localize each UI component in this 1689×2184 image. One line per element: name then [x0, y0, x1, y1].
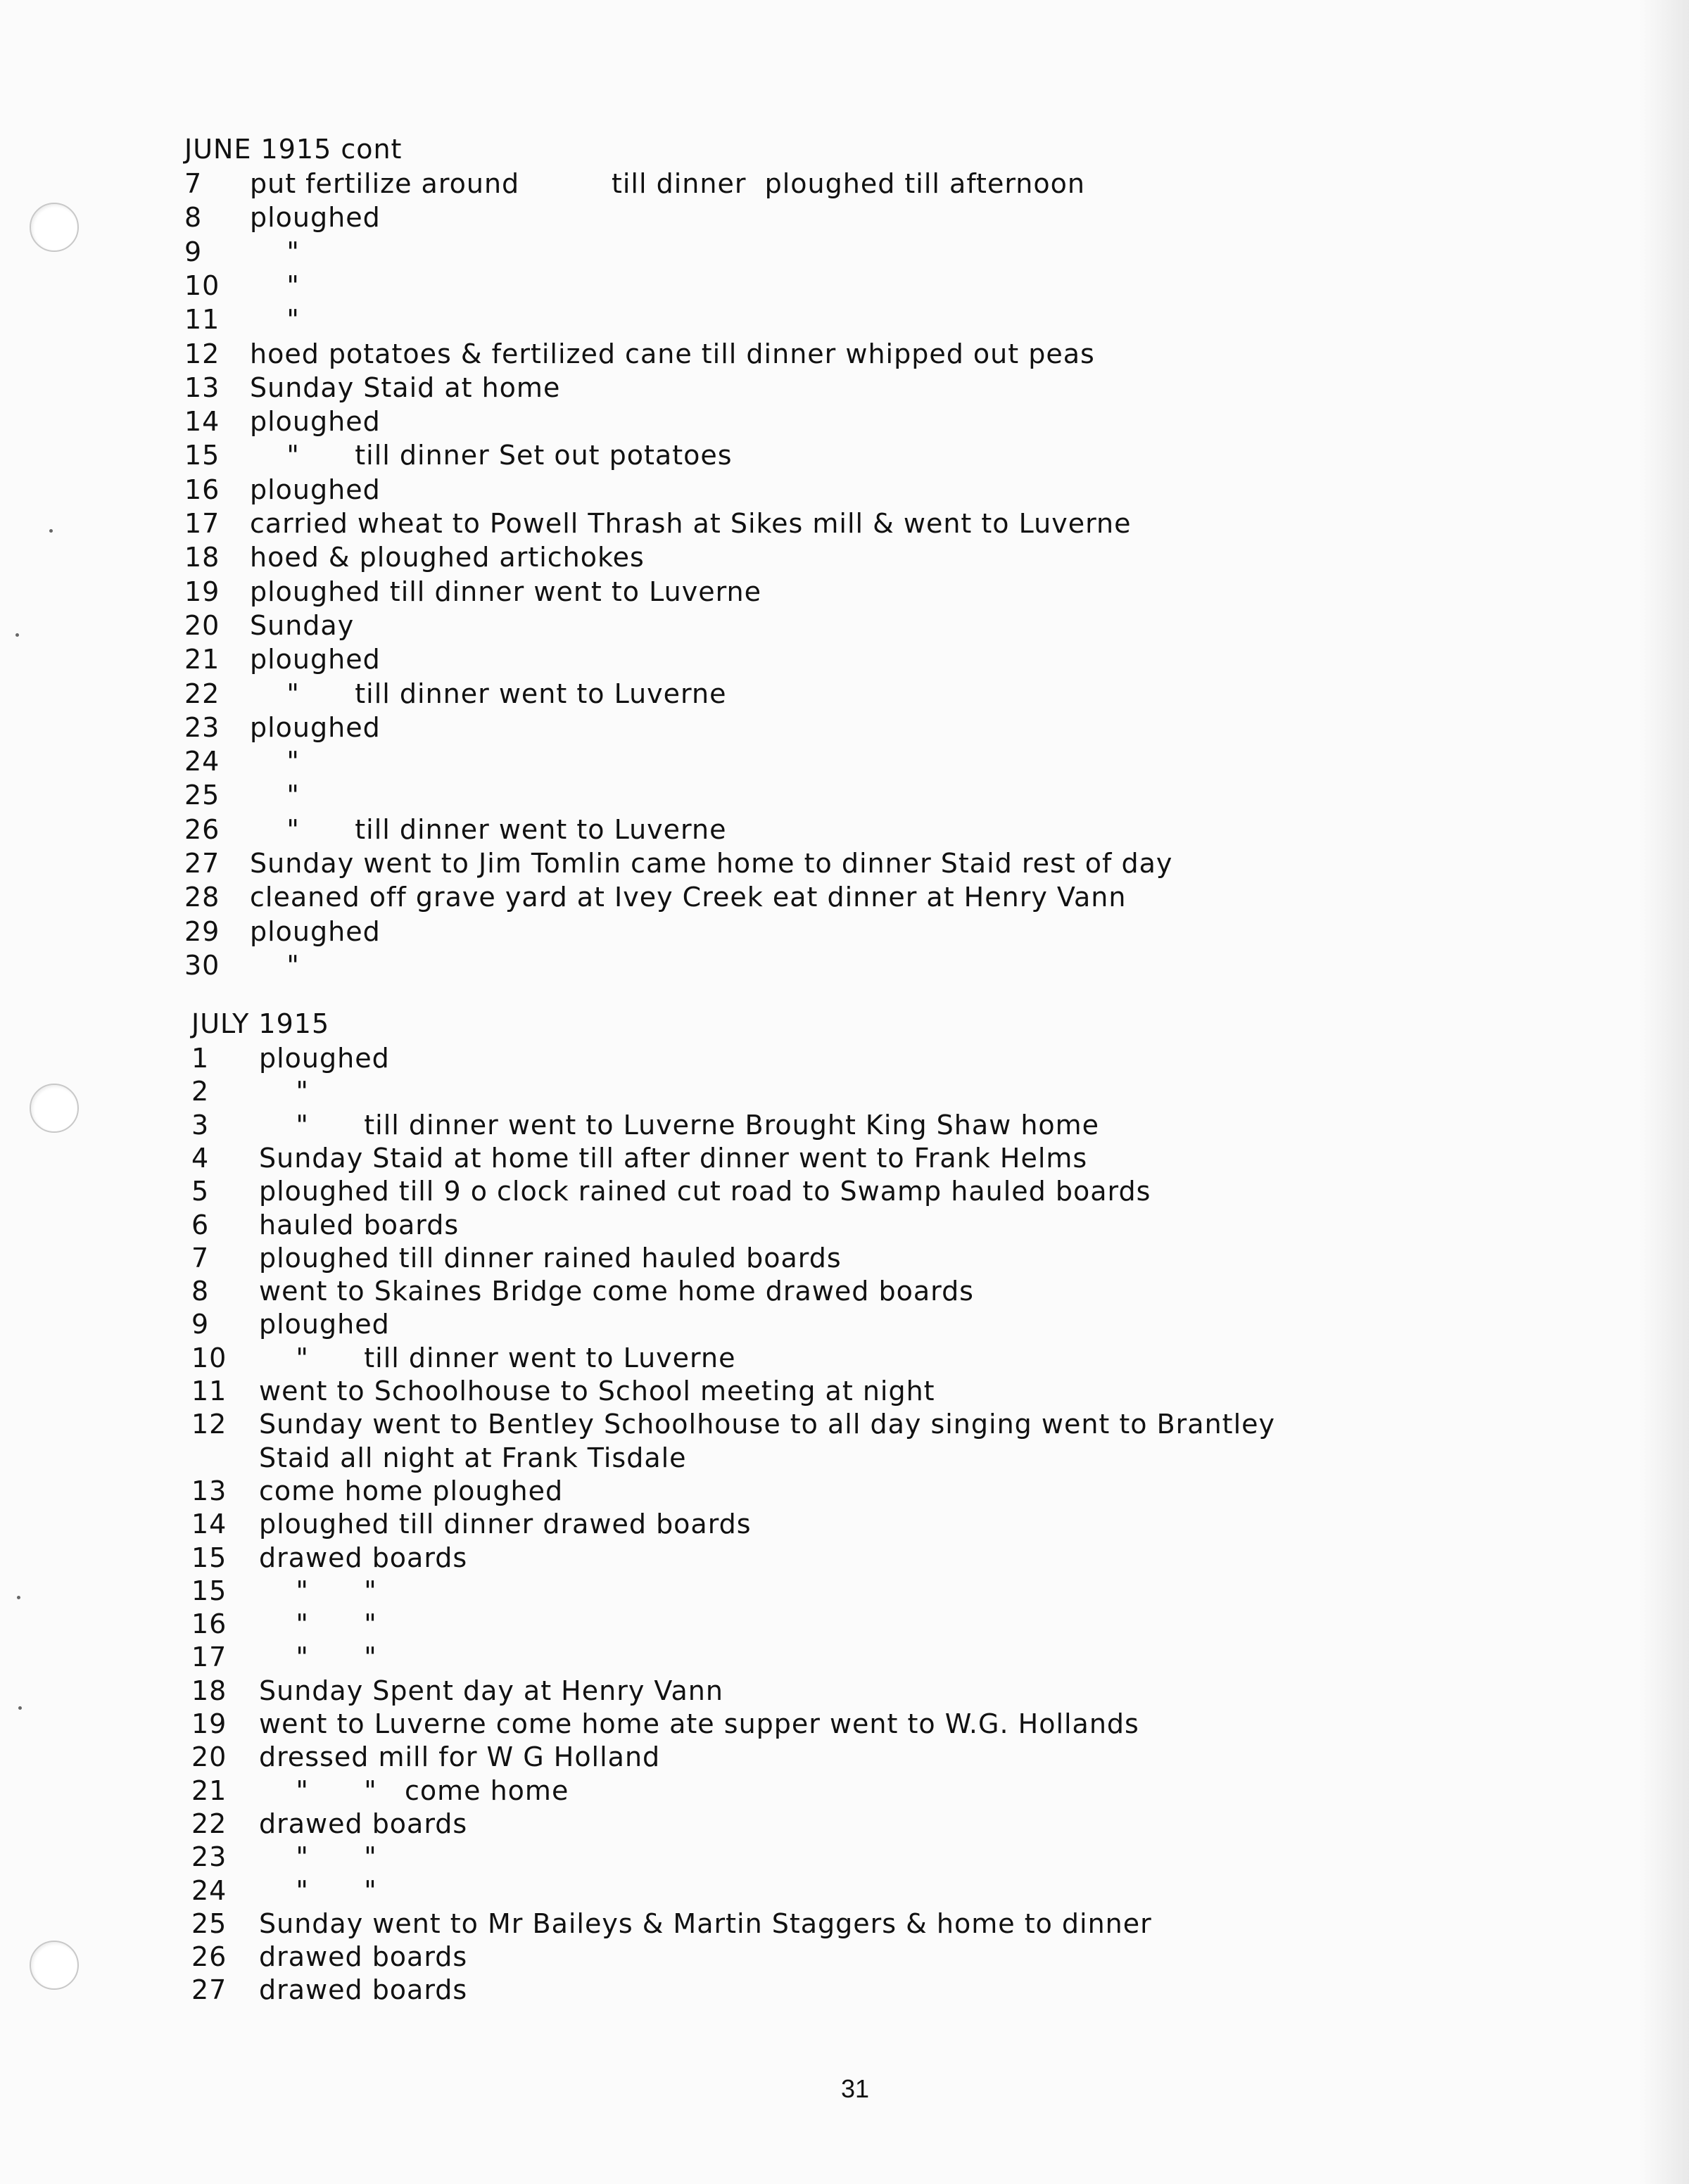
entry-day: 7: [184, 168, 203, 199]
entry-text: " till dinner went to Luverne: [250, 678, 727, 709]
entry-day: 23: [184, 711, 220, 743]
entry-text: ploughed: [259, 1309, 390, 1340]
entry-text: " ": [259, 1642, 377, 1673]
entry-text: ": [250, 236, 300, 267]
entry-text: went to Luverne come home ate supper went to W.G. Hollands: [259, 1708, 1139, 1739]
entry-day: 19: [184, 576, 220, 607]
entry-day: 15: [184, 440, 220, 471]
entry-day: 10: [191, 1342, 227, 1373]
entry-text: drawed boards: [259, 1941, 468, 1973]
entry-text: " till dinner went to Luverne Brought King Shaw home: [259, 1109, 1100, 1141]
entry-text: Sunday: [250, 609, 355, 641]
paper-speck: [15, 633, 19, 637]
entry-day: 29: [184, 915, 220, 947]
entry-day: 12: [184, 338, 220, 369]
entry-day: 9: [184, 236, 203, 267]
page-number: 31: [841, 2074, 870, 2103]
entry-text: " till dinner went to Luverne: [259, 1342, 736, 1373]
entry-day: 26: [191, 1941, 227, 1973]
entry-text: ploughed: [250, 202, 381, 234]
entry-day: 25: [184, 780, 220, 811]
entry-text: carried wheat to Powell Thrash at Sikes mill & went to Luverne: [250, 508, 1132, 539]
entry-day: 12: [191, 1409, 227, 1440]
entry-text: come home ploughed: [259, 1475, 564, 1506]
entry-day: 11: [184, 304, 220, 336]
entry-day: 2: [191, 1076, 210, 1107]
entry-day: 22: [191, 1808, 227, 1839]
entry-day: 13: [184, 372, 220, 403]
entry-text: Sunday Staid at home: [250, 372, 561, 403]
entry-text: ploughed: [250, 644, 381, 675]
entry-day: 7: [191, 1242, 210, 1274]
entry-day: 24: [191, 1874, 227, 1906]
entry-day: 17: [184, 508, 220, 539]
entry-day: 10: [184, 269, 220, 301]
entry-text: went to Skaines Bridge come home drawed boards: [259, 1276, 974, 1307]
entry-text: ploughed till dinner rained hauled boards: [259, 1242, 842, 1274]
entry-day: 21: [184, 644, 220, 675]
entry-day: 15: [191, 1575, 227, 1606]
entry-day: 18: [184, 542, 220, 573]
entry-text: dressed mill for W G Holland: [259, 1741, 661, 1773]
entry-text: " ": [259, 1874, 377, 1906]
entry-text: hauled boards: [259, 1209, 460, 1240]
entry-day: 23: [191, 1841, 227, 1873]
entry-text: Sunday Spent day at Henry Vann: [259, 1675, 723, 1706]
entry-text: ploughed till dinner went to Luverne: [250, 576, 761, 607]
entry-text: put fertilize around till dinner ploughed till afternoon: [250, 168, 1085, 199]
entry-text: " till dinner Set out potatoes: [250, 440, 733, 471]
entry-day: 20: [191, 1741, 227, 1773]
entry-day: 22: [184, 678, 220, 709]
entry-text: hoed potatoes & fertilized cane till dinner whipped out peas: [250, 338, 1095, 369]
june-heading: JUNE 1915 cont: [184, 134, 403, 165]
entry-text: ploughed: [259, 1043, 390, 1074]
entry-text: Sunday Staid at home till after dinner went to Frank Helms: [259, 1142, 1088, 1174]
entry-day: 5: [191, 1176, 210, 1207]
paper-speck: [17, 1596, 20, 1599]
entry-text: drawed boards: [259, 1542, 468, 1573]
entry-day: 13: [191, 1475, 227, 1506]
entry-day: 26: [184, 813, 220, 845]
entry-day: 30: [184, 949, 220, 981]
entry-text: ploughed till 9 o clock rained cut road to Swamp hauled boards: [259, 1176, 1151, 1207]
entry-day: 21: [191, 1775, 227, 1806]
entry-text: " ": [259, 1575, 377, 1606]
entry-day: 9: [191, 1309, 210, 1340]
punch-hole-top: [30, 203, 79, 252]
entry-day: 28: [184, 882, 220, 913]
entry-day: 17: [191, 1642, 227, 1673]
entry-text: Sunday went to Jim Tomlin came home to dinner Staid rest of day: [250, 848, 1173, 879]
entry-text: ": [250, 746, 300, 777]
entry-day: 27: [191, 1974, 227, 2006]
entry-day: 1: [191, 1043, 210, 1074]
entry-text: ploughed: [250, 711, 381, 743]
entry-text: ": [259, 1076, 309, 1107]
entry-day: 14: [184, 406, 220, 438]
entry-day: 8: [191, 1276, 210, 1307]
paper-speck: [49, 529, 53, 533]
entry-text: cleaned off grave yard at Ivey Creek eat dinner at Henry Vann: [250, 882, 1127, 913]
entry-text: went to Schoolhouse to School meeting at night: [259, 1376, 935, 1407]
entry-text: Sunday went to Mr Baileys & Martin Staggers & home to dinner: [259, 1907, 1152, 1939]
entry-text: ": [250, 304, 300, 336]
entry-day: 16: [191, 1608, 227, 1640]
entry-text: ": [250, 949, 300, 981]
entry-text: Sunday went to Bentley Schoolhouse to all day singing went to Brantley: [259, 1409, 1275, 1440]
entry-day: 25: [191, 1907, 227, 1939]
entry-text: Staid all night at Frank Tisdale: [259, 1442, 687, 1473]
entry-day: 27: [184, 848, 220, 879]
entry-text: ": [250, 269, 300, 301]
page-edge-shading: [1640, 0, 1689, 2184]
entry-day: 3: [191, 1109, 210, 1141]
entry-text: hoed & ploughed artichokes: [250, 542, 645, 573]
entry-text: ploughed: [250, 915, 381, 947]
entry-day: 15: [191, 1542, 227, 1573]
paper-speck: [18, 1706, 22, 1710]
entry-day: 20: [184, 609, 220, 641]
entry-day: 6: [191, 1209, 210, 1240]
entry-day: 4: [191, 1142, 210, 1174]
entry-text: ": [250, 780, 300, 811]
entry-text: ploughed: [250, 474, 381, 505]
entry-text: drawed boards: [259, 1808, 468, 1839]
entry-day: 18: [191, 1675, 227, 1706]
punch-hole-middle: [30, 1084, 79, 1133]
entry-day: 8: [184, 202, 203, 234]
entry-text: " ": [259, 1608, 377, 1640]
entry-text: " " come home: [259, 1775, 569, 1806]
entry-text: " ": [259, 1841, 377, 1873]
entry-day: 19: [191, 1708, 227, 1739]
entry-text: ploughed: [250, 406, 381, 438]
entry-day: 24: [184, 746, 220, 777]
punch-hole-bottom: [30, 1941, 79, 1990]
entry-day: 14: [191, 1509, 227, 1540]
entry-text: ploughed till dinner drawed boards: [259, 1509, 752, 1540]
entry-text: drawed boards: [259, 1974, 468, 2006]
entry-day: 11: [191, 1376, 227, 1407]
entry-text: " till dinner went to Luverne: [250, 813, 727, 845]
entry-day: 16: [184, 474, 220, 505]
july-heading: JULY 1915: [191, 1008, 330, 1039]
